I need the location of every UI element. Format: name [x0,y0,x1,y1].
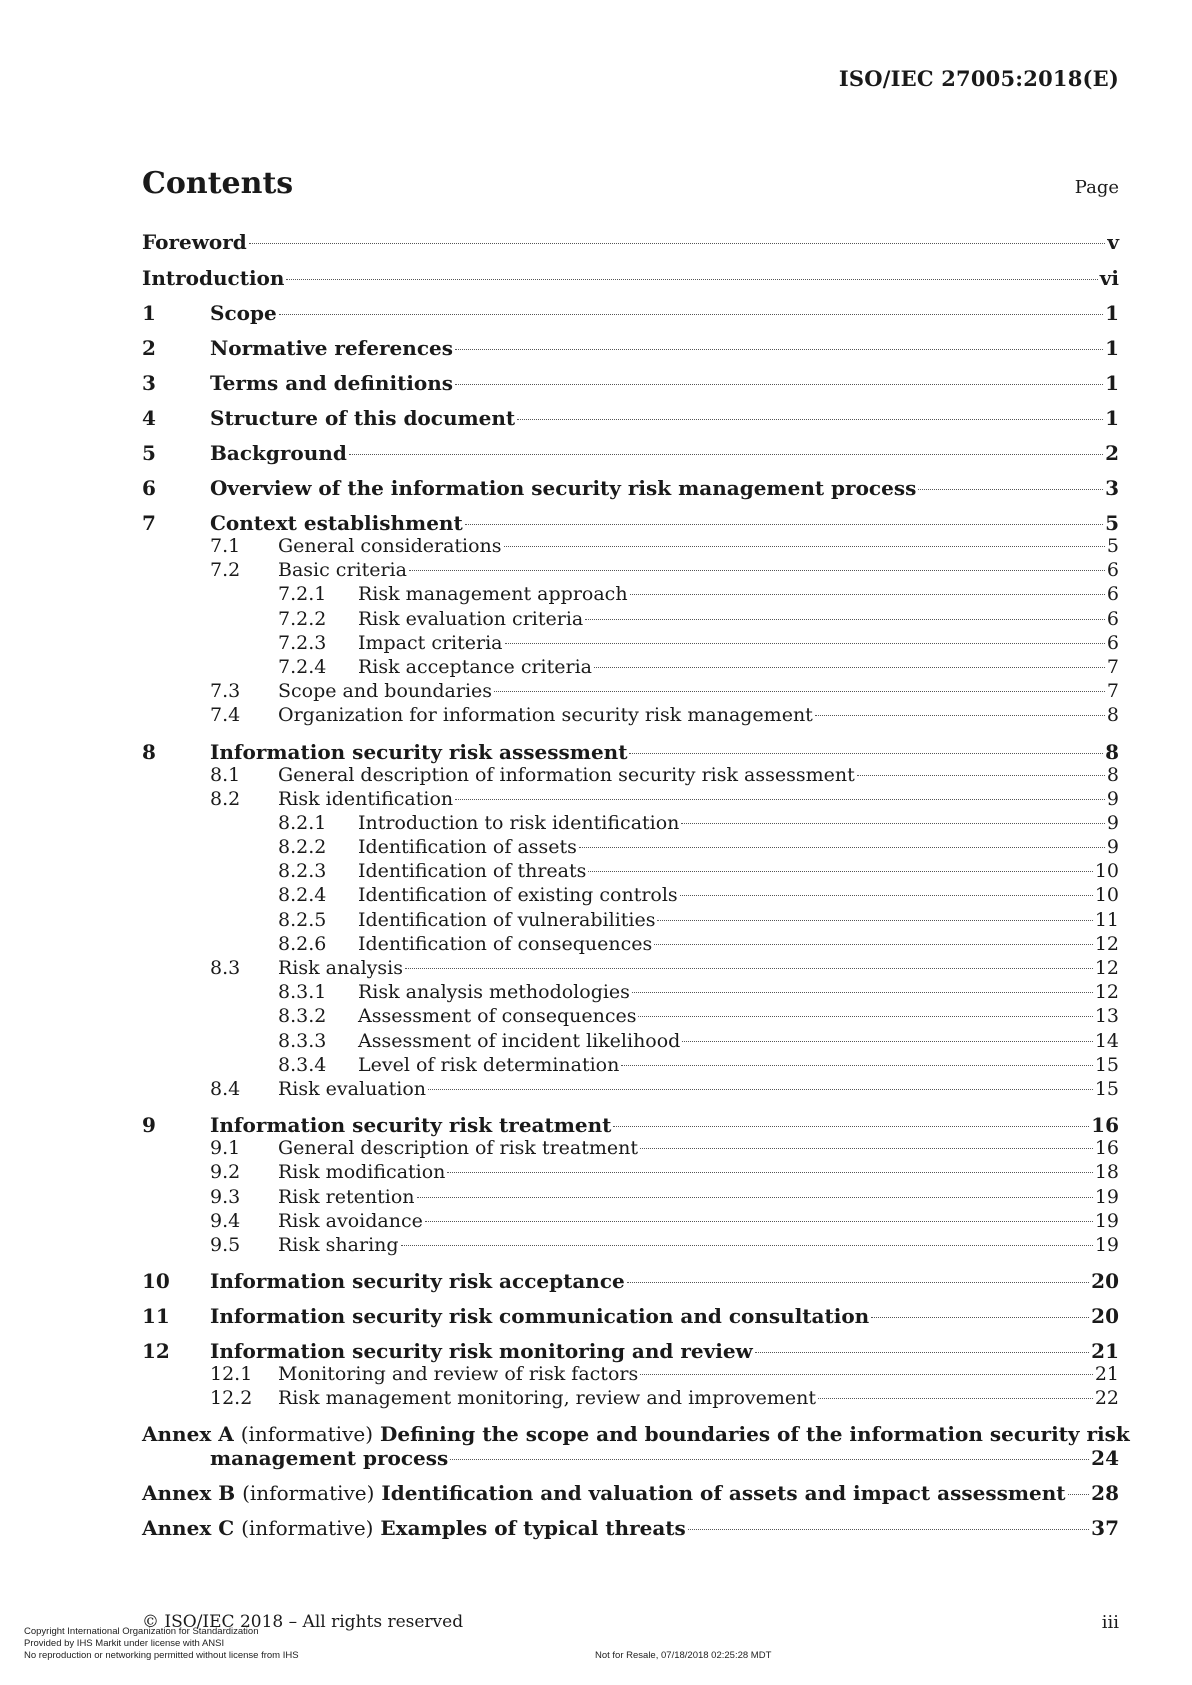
toc-page: 15 [1094,1053,1119,1076]
toc-page: 18 [1094,1161,1119,1184]
toc-number: 9.3 [210,1185,241,1208]
dot-leader [654,944,1093,945]
dot-leader [630,594,1105,595]
toc-entry-5[interactable] [142,441,1119,476]
toc-page: 16 [1091,1113,1119,1138]
toc-number: 7.1 [210,535,241,557]
dot-leader [455,384,1103,385]
toc-entry-foreword[interactable] [142,230,1119,266]
dot-leader [629,753,1103,754]
toc-entry-annex-c[interactable] [142,1516,1119,1540]
toc-page: 9 [1106,811,1119,834]
toc-number: 11 [142,1304,170,1329]
annex-type: (informative) [240,1422,374,1447]
dot-leader [682,1041,1092,1042]
toc-entry-6[interactable] [142,476,1119,511]
dot-leader [621,1065,1092,1066]
toc-page: 21 [1091,1339,1119,1364]
toc-page: 2 [1105,441,1119,465]
dot-leader [918,489,1103,490]
toc-page: 6 [1106,631,1119,654]
toc-entry-12-2[interactable] [142,1387,1119,1411]
toc-number: 8.2.4 [278,884,327,907]
dot-leader [279,314,1103,315]
dot-leader [417,1197,1093,1198]
toc-entry-1[interactable] [142,301,1119,336]
toc-entry-8-2-3[interactable] [142,860,1119,884]
toc-entry-7-3[interactable] [142,680,1119,704]
dot-leader [579,847,1105,848]
toc-number: 8.2.1 [278,811,327,834]
toc-number: 8.4 [210,1077,241,1100]
toc-title: Background [210,441,347,465]
toc-page: 6 [1106,607,1119,630]
toc-entry-11[interactable] [142,1304,1119,1328]
toc-page: 8 [1105,739,1119,764]
toc-entry-8-1[interactable] [142,764,1119,788]
toc-entry-8-3-4[interactable] [142,1054,1119,1078]
toc-page: 37 [1091,1516,1119,1541]
toc-number: 8.3 [210,957,241,979]
document-id: ISO/IEC 27005:2018(E) [838,66,1119,91]
dot-leader [613,1126,1089,1127]
toc-page: 22 [1094,1387,1119,1410]
toc-number: 6 [142,476,156,500]
table-of-contents [142,230,1130,1541]
dot-leader [680,895,1093,896]
copyright-notice: © ISO/IEC 2018 – All rights reserved [142,1612,464,1632]
toc-page: 21 [1094,1363,1119,1386]
toc-title: General considerations [278,535,502,557]
toc-number: 9.5 [210,1233,241,1256]
toc-page: 24 [1091,1446,1119,1471]
toc-entry-10[interactable] [142,1269,1119,1293]
toc-entry-8[interactable] [142,740,1119,764]
toc-entry-9-4[interactable] [142,1210,1119,1234]
toc-title: Organization for information security risk management [278,704,813,727]
toc-number: 9.1 [210,1137,241,1160]
toc-number: 8.3.3 [278,1029,327,1052]
toc-title: Identification of consequences [358,932,653,955]
toc-entry-9[interactable] [142,1113,1119,1137]
toc-number: 8.3.2 [278,1005,327,1028]
toc-entry-8-4[interactable] [142,1078,1119,1102]
toc-page: 10 [1094,884,1119,907]
toc-page: 1 [1105,371,1119,395]
toc-entry-8-2-1[interactable] [142,812,1119,836]
toc-page: 14 [1094,1029,1119,1052]
toc-entry-8-3[interactable] [142,957,1119,981]
dot-leader [640,1148,1093,1149]
toc-number: 9 [142,1113,156,1138]
annex-title: Identification and valuation of assets and impact assessment [381,1481,1066,1506]
toc-title: Risk modification [278,1161,446,1184]
toc-page: 7 [1106,655,1119,678]
dot-leader [688,1529,1089,1530]
toc-entry-2[interactable] [142,336,1119,371]
toc-page: 19 [1094,1233,1119,1256]
dot-leader [405,968,1093,969]
toc-page: 1 [1105,336,1119,360]
dot-leader [465,524,1103,525]
dot-leader [505,643,1105,644]
toc-entry-8-2-2[interactable] [142,836,1119,860]
annex-label: Annex A [142,1422,234,1447]
toc-title: Risk analysis [278,957,403,979]
toc-number: 8.3.4 [278,1053,327,1076]
dot-leader [409,570,1105,571]
toc-number: 9.2 [210,1161,241,1184]
not-for-resale-notice: Not for Resale, 07/18/2018 02:25:28 MDT [595,1650,772,1661]
dot-leader [657,920,1092,921]
license-line-3: No reproduction or networking permitted without license from IHS [24,1650,299,1661]
toc-entry-4[interactable] [142,406,1119,441]
annex-title: Defining the scope and boundaries of the information security risk [380,1422,1130,1447]
toc-number: 8.3.1 [278,981,327,1004]
dot-leader [401,1245,1093,1246]
toc-entry-9-1[interactable] [142,1137,1119,1161]
dot-leader [425,1221,1093,1222]
dot-leader [638,1016,1092,1017]
toc-number: 2 [142,336,156,360]
toc-page: 5 [1105,511,1119,535]
toc-number: 12.2 [210,1387,253,1410]
dot-leader [588,871,1092,872]
toc-number: 5 [142,441,156,465]
toc-number: 3 [142,371,156,395]
toc-title: Risk identification [278,787,454,810]
toc-entry-7-2-4[interactable] [142,656,1119,680]
toc-page: 20 [1091,1304,1119,1329]
toc-number: 8.2.5 [278,908,327,931]
dot-leader [818,1398,1093,1399]
toc-entry-7-2-1[interactable] [142,583,1119,607]
toc-title: Risk evaluation [278,1077,427,1100]
toc-title: Terms and definitions [210,371,454,395]
toc-page: 1 [1105,406,1119,430]
toc-title: Scope and boundaries [278,680,493,703]
toc-page: 1 [1105,301,1119,325]
toc-entry-8-2-4[interactable] [142,884,1119,908]
dot-leader [494,691,1105,692]
toc-entry-7-2-3[interactable] [142,632,1119,656]
dot-leader [585,619,1105,620]
toc-title: Scope [210,301,277,325]
dot-leader [640,1374,1093,1375]
dot-leader [428,1089,1093,1090]
toc-page: 8 [1106,763,1119,786]
page-number: iii [1101,1612,1119,1633]
dot-leader [349,454,1103,455]
toc-entry-7-4[interactable] [142,704,1119,728]
annex-heading [142,1481,1066,1505]
toc-title: Assessment of incident likelihood [358,1029,681,1052]
dot-leader [871,1317,1089,1318]
toc-page: 28 [1091,1481,1119,1506]
toc-number: 12.1 [210,1363,253,1386]
toc-page: 11 [1094,908,1119,931]
annex-type: (informative) [242,1481,375,1506]
toc-number: 7.3 [210,680,241,703]
toc-entry-introduction[interactable] [142,266,1119,302]
toc-number: 7.2 [210,559,241,582]
toc-page: 12 [1094,957,1119,979]
toc-number: 8.2.3 [278,860,327,883]
toc-title: Risk retention [278,1185,415,1208]
toc-number: 9.4 [210,1209,241,1232]
toc-number: 8.1 [210,763,241,786]
toc-number: 7.2.1 [278,583,327,606]
toc-title: General description of information security risk assessment [278,763,855,786]
toc-page: 9 [1106,787,1119,810]
toc-page: 10 [1094,860,1119,883]
toc-title: Assessment of consequences [358,1005,637,1028]
annex-type: (informative) [241,1516,374,1541]
toc-title: Identification of assets [358,836,577,859]
license-line-2: Provided by IHS Markit under license with ANSI [24,1638,225,1649]
toc-title: Introduction [142,265,285,290]
contents-title: Contents [142,166,294,201]
toc-title: Introduction to risk identification [358,811,680,834]
toc-title: Risk analysis methodologies [358,981,630,1004]
toc-page: 20 [1091,1269,1119,1294]
toc-entry-8-2-6[interactable] [142,933,1119,957]
dot-leader [455,349,1103,350]
dot-leader [1068,1494,1090,1495]
page-column-label: Page [1074,177,1119,198]
toc-entry-8-3-2[interactable] [142,1005,1119,1029]
toc-title: Foreword [142,230,247,254]
toc-title: Context establishment [210,511,463,535]
toc-number: 12 [142,1339,170,1364]
dot-leader [517,419,1103,420]
toc-page: 12 [1094,932,1119,955]
toc-title: Identification of threats [358,860,587,883]
toc-title: Risk management monitoring, review and improvement [278,1387,816,1410]
toc-title: Normative references [210,336,453,360]
toc-entry-9-2[interactable] [142,1161,1119,1185]
dot-leader [594,667,1105,668]
toc-page: 6 [1106,583,1119,606]
toc-title: Overview of the information security risk management process [210,476,917,500]
toc-page: 7 [1106,680,1119,703]
dot-leader [249,243,1106,244]
toc-entry-annex-b[interactable] [142,1481,1119,1505]
dot-leader [447,1172,1092,1173]
toc-entry-7-2[interactable] [142,559,1119,583]
dot-leader [632,992,1093,993]
toc-number: 8.2.2 [278,836,327,859]
toc-number: 7.2.3 [278,631,327,654]
annex-label: Annex C [142,1516,235,1541]
toc-entry-7-2-2[interactable] [142,608,1119,632]
toc-entry-8-3-3[interactable] [142,1030,1119,1054]
toc-entry-annex-a[interactable] [142,1422,1130,1471]
toc-page: v [1107,230,1119,254]
toc-page: 13 [1094,1005,1119,1028]
toc-number: 7.2.4 [278,655,327,678]
toc-title: Level of risk determination [358,1053,620,1076]
toc-title: Information security risk acceptance [210,1269,625,1294]
toc-entry-7[interactable] [142,511,1119,535]
toc-entry-8-3-1[interactable] [142,981,1119,1005]
toc-title: Information security risk assessment [210,739,628,764]
toc-page: 19 [1094,1209,1119,1232]
toc-page: 3 [1105,476,1119,500]
dot-leader [857,775,1105,776]
toc-title: Risk sharing [278,1233,399,1256]
toc-page: 12 [1094,981,1119,1004]
toc-title: Identification of existing controls [358,884,678,907]
toc-number: 7 [142,511,156,535]
toc-entry-12[interactable] [142,1339,1119,1363]
dot-leader [455,799,1105,800]
toc-title: Risk acceptance criteria [358,655,592,678]
toc-title: Basic criteria [278,559,407,582]
toc-page: 6 [1106,559,1119,582]
annex-title: Examples of typical threats [380,1516,686,1541]
toc-number: 1 [142,301,156,325]
toc-number: 8.2.6 [278,932,327,955]
license-line-1: Copyright International Organization for Standardization [24,1626,259,1637]
toc-title: Risk avoidance [278,1209,423,1232]
toc-page: 8 [1106,704,1119,727]
toc-number: 8 [142,739,156,764]
toc-entry-8-2-5[interactable] [142,909,1119,933]
toc-title: Information security risk monitoring and review [210,1339,753,1364]
toc-number: 8.2 [210,787,241,810]
toc-title: Risk evaluation criteria [358,607,584,630]
toc-page: vi [1099,265,1119,290]
dot-leader [627,1282,1089,1283]
toc-title: General description of risk treatment [278,1137,639,1160]
annex-label: Annex B [142,1481,236,1506]
toc-page: 9 [1106,836,1119,859]
toc-title: Information security risk communication and consultation [210,1304,870,1329]
toc-entry-7-1[interactable] [142,535,1119,559]
toc-number: 4 [142,406,156,430]
toc-entry-9-5[interactable] [142,1234,1119,1258]
dot-leader [504,546,1105,547]
toc-title: Risk management approach [358,583,628,606]
dot-leader [815,715,1105,716]
toc-entry-9-3[interactable] [142,1186,1119,1210]
toc-entry-12-1[interactable] [142,1363,1119,1387]
dot-leader [681,823,1105,824]
toc-title: Structure of this document [210,406,516,430]
dot-leader [755,1352,1089,1353]
toc-number: 7.4 [210,704,241,727]
annex-heading [142,1516,686,1540]
dot-leader [450,1459,1089,1460]
annex-title-continued: management process [210,1446,449,1471]
toc-number: 10 [142,1269,170,1294]
toc-number: 7.2.2 [278,607,327,630]
toc-page: 16 [1094,1137,1119,1160]
toc-title: Information security risk treatment [210,1113,612,1138]
toc-page: 15 [1094,1077,1119,1100]
toc-page: 5 [1106,535,1119,557]
toc-page: 19 [1094,1185,1119,1208]
annex-a-line-2 [142,1446,1119,1470]
toc-title: Impact criteria [358,631,503,654]
toc-title: Identification of vulnerabilities [358,908,656,931]
dot-leader [286,279,1097,280]
toc-entry-8-2[interactable] [142,788,1119,812]
toc-entry-3[interactable] [142,371,1119,406]
annex-a-line-1 [142,1422,1130,1447]
toc-title: Monitoring and review of risk factors [278,1363,639,1386]
